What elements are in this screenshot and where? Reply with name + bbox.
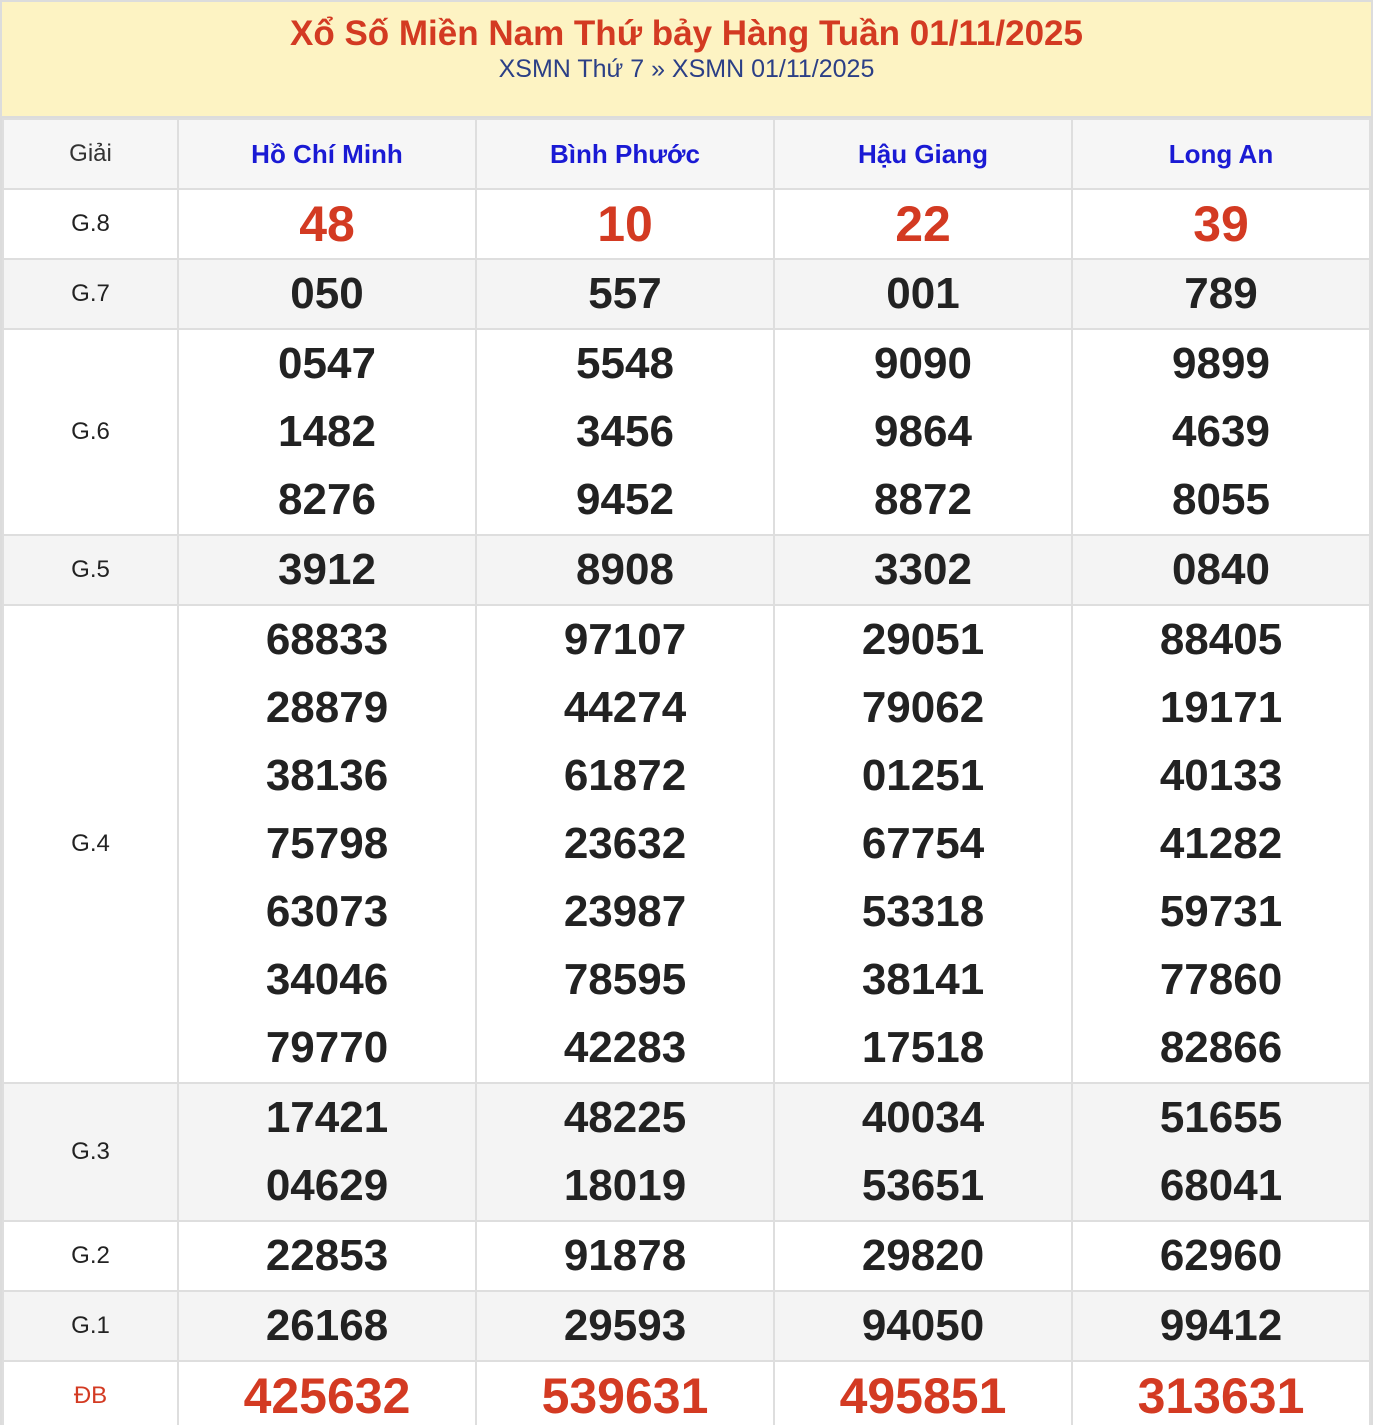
- result-cell: [178, 1083, 476, 1221]
- result-number: 59731: [1159, 887, 1283, 936]
- province-header-binh-phuoc[interactable]: Bình Phước: [476, 119, 774, 189]
- result-cell: [774, 535, 1072, 605]
- prize-label: G.4: [3, 605, 178, 1083]
- result-number: 495851: [839, 1368, 1007, 1424]
- result-number: 9090: [874, 339, 972, 388]
- result-number: 01251: [861, 751, 985, 800]
- prize-row-g1: [3, 1291, 1370, 1361]
- result-cell: [178, 259, 476, 329]
- result-number: 9452: [576, 475, 674, 524]
- result-number: 42283: [563, 1023, 687, 1072]
- result-number: 94050: [861, 1301, 985, 1350]
- breadcrumb-separator: »: [651, 55, 665, 83]
- result-cell: [178, 189, 476, 259]
- result-number: 82866: [1159, 1023, 1283, 1072]
- result-number: 48: [299, 196, 355, 252]
- result-number: 8908: [576, 545, 674, 594]
- result-cell: [1072, 1291, 1370, 1361]
- result-number: 44274: [563, 683, 687, 732]
- result-cell: [774, 189, 1072, 259]
- result-number: 4639: [1172, 407, 1270, 456]
- result-cell: [178, 1221, 476, 1291]
- result-number: 18019: [563, 1161, 687, 1210]
- result-number: 3912: [278, 545, 376, 594]
- result-number: 51655: [1159, 1093, 1283, 1142]
- result-number: 5548: [576, 339, 674, 388]
- result-number: 62960: [1159, 1231, 1283, 1280]
- result-cell: [476, 605, 774, 1083]
- result-number: 79770: [265, 1023, 389, 1072]
- result-cell: [774, 1083, 1072, 1221]
- result-number: 22853: [265, 1231, 389, 1280]
- result-number: 38141: [861, 955, 985, 1004]
- prize-label: G.8: [3, 189, 178, 259]
- result-number: 3302: [874, 545, 972, 594]
- result-number: 23632: [563, 819, 687, 868]
- result-cell: [476, 1083, 774, 1221]
- result-number: 17421: [265, 1093, 389, 1142]
- result-cell: [774, 605, 1072, 1083]
- result-number: 38136: [265, 751, 389, 800]
- result-number: 0840: [1172, 545, 1270, 594]
- result-cell: [476, 329, 774, 535]
- result-cell: [1072, 329, 1370, 535]
- result-cell: [774, 259, 1072, 329]
- result-number: 29051: [861, 615, 985, 664]
- lottery-results-table: [2, 118, 1371, 1425]
- result-number: 539631: [541, 1368, 709, 1424]
- result-number: 78595: [563, 955, 687, 1004]
- result-number: 313631: [1137, 1368, 1305, 1424]
- page-header: [2, 0, 1371, 118]
- result-cell: [774, 1361, 1072, 1425]
- result-number: 3456: [576, 407, 674, 456]
- result-number: 53318: [861, 887, 985, 936]
- result-number: 41282: [1159, 819, 1283, 868]
- result-number: 39: [1193, 196, 1249, 252]
- prize-row-g7: [3, 259, 1370, 329]
- prize-row-db: [3, 1361, 1370, 1425]
- result-cell: [1072, 535, 1370, 605]
- result-cell: [774, 1291, 1072, 1361]
- result-cell: [476, 1291, 774, 1361]
- result-number: 9864: [874, 407, 972, 456]
- result-number: 19171: [1159, 683, 1283, 732]
- breadcrumb-link-xsmn-thu-7[interactable]: XSMN Thứ 7: [498, 55, 645, 83]
- result-number: 29820: [861, 1231, 985, 1280]
- result-number: 77860: [1159, 955, 1283, 1004]
- result-cell: [476, 259, 774, 329]
- result-cell: [476, 1221, 774, 1291]
- result-number: 40133: [1159, 751, 1283, 800]
- result-number: 34046: [265, 955, 389, 1004]
- prize-column-header: Giải: [3, 119, 178, 189]
- result-cell: [178, 535, 476, 605]
- prize-label: G.6: [3, 329, 178, 535]
- result-cell: [178, 1361, 476, 1425]
- result-number: 557: [588, 269, 662, 318]
- breadcrumb: [2, 54, 1371, 84]
- result-number: 8276: [278, 475, 376, 524]
- result-number: 0547: [278, 339, 376, 388]
- result-number: 61872: [563, 751, 687, 800]
- breadcrumb-link-xsmn-date[interactable]: XSMN 01/11/2025: [671, 55, 875, 83]
- page-title: Xổ Số Miền Nam Thứ bảy Hàng Tuần 01/11/2025: [290, 14, 1083, 53]
- province-header-ho-chi-minh[interactable]: Hồ Chí Minh: [178, 119, 476, 189]
- result-cell: [1072, 1361, 1370, 1425]
- result-cell: [1072, 605, 1370, 1083]
- prize-label: ĐB: [3, 1361, 178, 1425]
- result-number: 17518: [861, 1023, 985, 1072]
- prize-label: G.3: [3, 1083, 178, 1221]
- result-number: 53651: [861, 1161, 985, 1210]
- result-number: 79062: [861, 683, 985, 732]
- prize-row-g2: [3, 1221, 1370, 1291]
- result-number: 40034: [861, 1093, 985, 1142]
- result-number: 26168: [265, 1301, 389, 1350]
- result-cell: [1072, 259, 1370, 329]
- result-number: 22: [895, 196, 951, 252]
- result-number: 28879: [265, 683, 389, 732]
- result-cell: [774, 329, 1072, 535]
- prize-row-g8: [3, 189, 1370, 259]
- prize-label: G.7: [3, 259, 178, 329]
- result-cell: [1072, 1083, 1370, 1221]
- prize-label: G.2: [3, 1221, 178, 1291]
- prize-row-g3: [3, 1083, 1370, 1221]
- result-cell: [1072, 1221, 1370, 1291]
- result-number: 23987: [563, 887, 687, 936]
- result-number: 68833: [265, 615, 389, 664]
- result-number: 425632: [243, 1368, 411, 1424]
- prize-label: G.5: [3, 535, 178, 605]
- result-number: 63073: [265, 887, 389, 936]
- result-number: 97107: [563, 615, 687, 664]
- result-number: 050: [290, 269, 364, 318]
- result-number: 75798: [265, 819, 389, 868]
- result-cell: [476, 189, 774, 259]
- prize-row-g5: [3, 535, 1370, 605]
- result-cell: [178, 605, 476, 1083]
- result-number: 88405: [1159, 615, 1283, 664]
- result-number: 10: [597, 196, 653, 252]
- result-number: 9899: [1172, 339, 1270, 388]
- prize-row-g4: [3, 605, 1370, 1083]
- result-number: 8055: [1172, 475, 1270, 524]
- result-number: 48225: [563, 1093, 687, 1142]
- result-number: 04629: [265, 1161, 389, 1210]
- result-number: 29593: [563, 1301, 687, 1350]
- result-cell: [178, 1291, 476, 1361]
- province-header-hau-giang[interactable]: Hậu Giang: [774, 119, 1072, 189]
- table-header-row: [3, 119, 1370, 189]
- prize-label: G.1: [3, 1291, 178, 1361]
- result-number: 001: [886, 269, 960, 318]
- result-cell: [178, 329, 476, 535]
- prize-row-g6: [3, 329, 1370, 535]
- result-number: 1482: [278, 407, 376, 456]
- result-number: 789: [1184, 269, 1258, 318]
- result-cell: [1072, 189, 1370, 259]
- result-number: 8872: [874, 475, 972, 524]
- result-number: 91878: [563, 1231, 687, 1280]
- result-number: 67754: [861, 819, 985, 868]
- result-cell: [476, 1361, 774, 1425]
- result-cell: [476, 535, 774, 605]
- result-number: 99412: [1159, 1301, 1283, 1350]
- province-header-long-an[interactable]: Long An: [1072, 119, 1370, 189]
- result-number: 68041: [1159, 1161, 1283, 1210]
- result-cell: [774, 1221, 1072, 1291]
